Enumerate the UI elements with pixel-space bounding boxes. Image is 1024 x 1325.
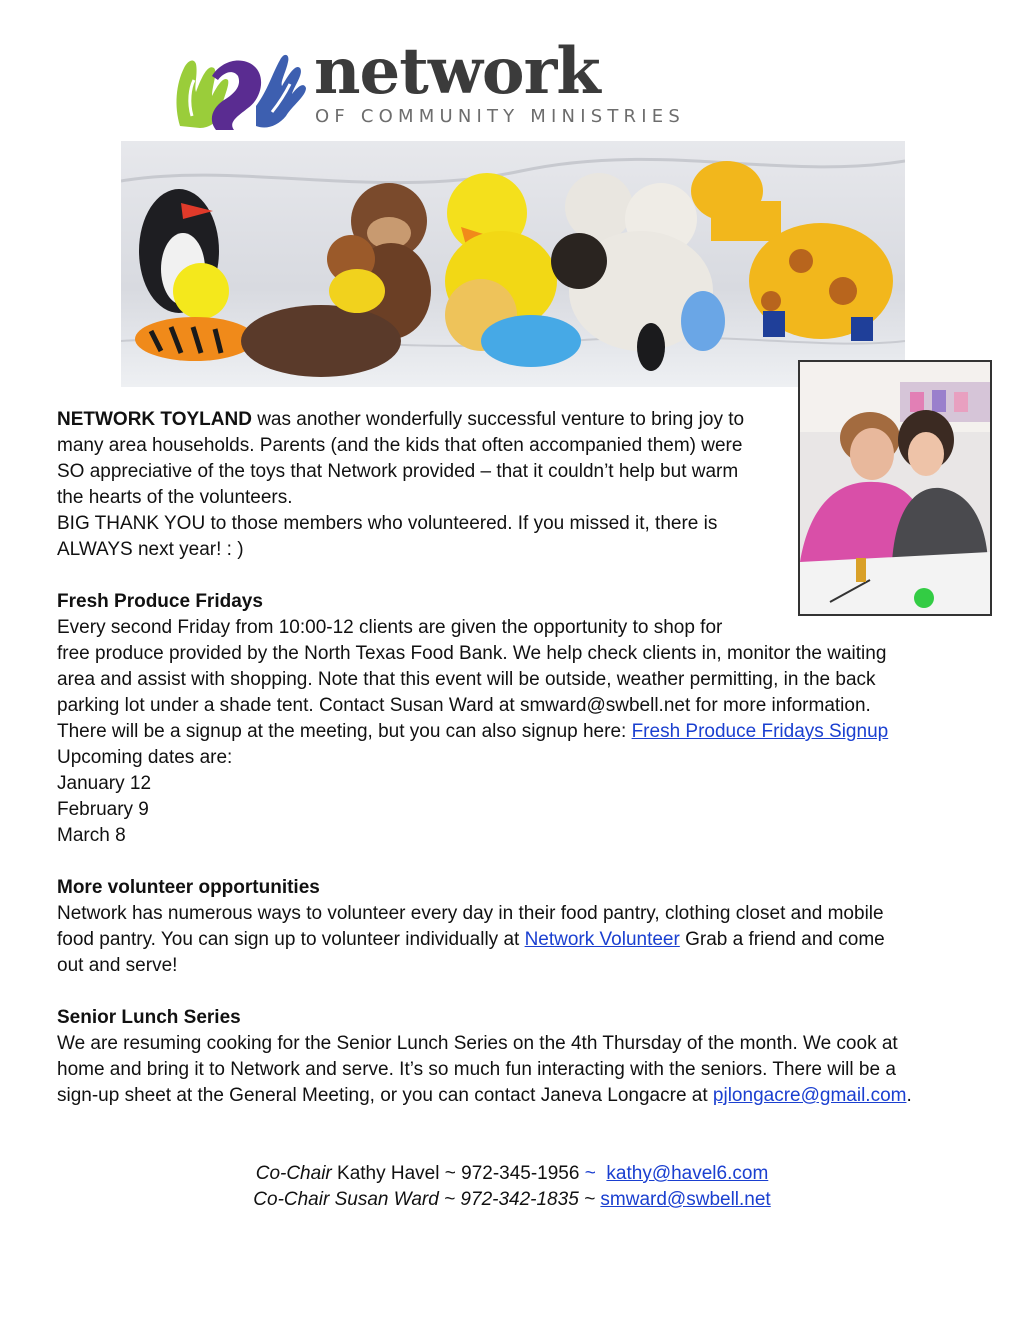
network-volunteer-link[interactable]: Network Volunteer [524, 929, 680, 950]
toyland-line-1 [57, 407, 744, 433]
produce-line-4: parking lot under a shade tent. Contact Susan Ward at smward@swbell.net for more information. [57, 695, 871, 716]
produce-line-1: Every second Friday from 10:00-12 clients are given the opportunity to shop for [57, 617, 723, 638]
produce-date-2: February 9 [57, 799, 149, 820]
cochair-1-role: Co-Chair [255, 1163, 332, 1184]
produce-line-5 [57, 719, 888, 745]
produce-signup-link[interactable]: Fresh Produce Fridays Signup [631, 721, 889, 742]
volunteers-photo [798, 360, 992, 616]
produce-date-3: March 8 [57, 825, 126, 846]
senior-line-3-b: . [906, 1085, 912, 1106]
volunteer-line-2-a: food pantry. You can sign up to volunteer individually at [57, 929, 525, 950]
cochair-line-1 [0, 1161, 1024, 1187]
volunteer-heading: More volunteer opportunities [57, 877, 320, 898]
produce-line-5-text: There will be a signup at the meeting, but you can also signup here: [57, 721, 632, 742]
network-logo [172, 34, 685, 132]
toyland-line-6: ALWAYS next year! : ) [57, 539, 244, 560]
volunteer-line-3: out and serve! [57, 955, 178, 976]
hands-logo-icon [172, 46, 310, 130]
senior-heading: Senior Lunch Series [57, 1007, 241, 1028]
volunteer-line-2-b: Grab a friend and come [679, 929, 885, 950]
senior-line-2: home and bring it to Network and serve. It’s so much fun interacting with the seniors. There will be a [57, 1059, 896, 1080]
cochair-1-text: Kathy Havel ~ 972-345-1956 [331, 1163, 585, 1184]
toyland-line-4: the hearts of the volunteers. [57, 487, 293, 508]
toyland-line-2: many area households. Parents (and the kids that often accompanied them) were [57, 435, 743, 456]
senior-line-3 [57, 1083, 912, 1109]
toyland-line-1-text: was another wonderfully successful venture to bring joy to [251, 409, 745, 430]
cochair-line-2 [0, 1187, 1024, 1213]
toyland-line-3: SO appreciative of the toys that Network provided – that it couldn’t help but warm [57, 461, 739, 482]
volunteer-line-2 [57, 927, 885, 953]
cochair-2-text: Co-Chair Susan Ward ~ 972-342-1835 ~ [253, 1189, 601, 1210]
cochair-1-tilde: ~ [584, 1163, 596, 1184]
senior-line-1: We are resuming cooking for the Senior Lunch Series on the 4th Thursday of the month. We cook at [57, 1033, 898, 1054]
produce-dates-label: Upcoming dates are: [57, 747, 233, 768]
toyland-lead: NETWORK TOYLAND [57, 409, 252, 430]
produce-line-2: free produce provided by the North Texas Food Bank. We help check clients in, monitor the waiting [57, 643, 887, 664]
toyland-line-5: BIG THANK YOU to those members who volunteered. If you missed it, there is [57, 513, 718, 534]
senior-email-link[interactable]: pjlongacre@gmail.com [712, 1085, 907, 1106]
produce-line-3: area and assist with shopping. Note that this event will be outside, weather permitting, in the back [57, 669, 876, 690]
volunteer-line-1: Network has numerous ways to volunteer every day in their food pantry, clothing closet and mobile [57, 903, 884, 924]
produce-date-1: January 12 [57, 773, 152, 794]
logo-subtitle: OF COMMUNITY MINISTRIES [315, 106, 685, 127]
logo-wordmark: network [314, 34, 600, 109]
cochair-2-email-link[interactable]: smward@swbell.net [600, 1189, 771, 1210]
stuffed-toys-photo [121, 141, 905, 387]
produce-heading: Fresh Produce Fridays [57, 591, 263, 612]
senior-line-3-a: sign-up sheet at the General Meeting, or you can contact Janeva Longacre at [57, 1085, 713, 1106]
cochair-1-email-link[interactable]: kathy@havel6.com [606, 1163, 769, 1184]
